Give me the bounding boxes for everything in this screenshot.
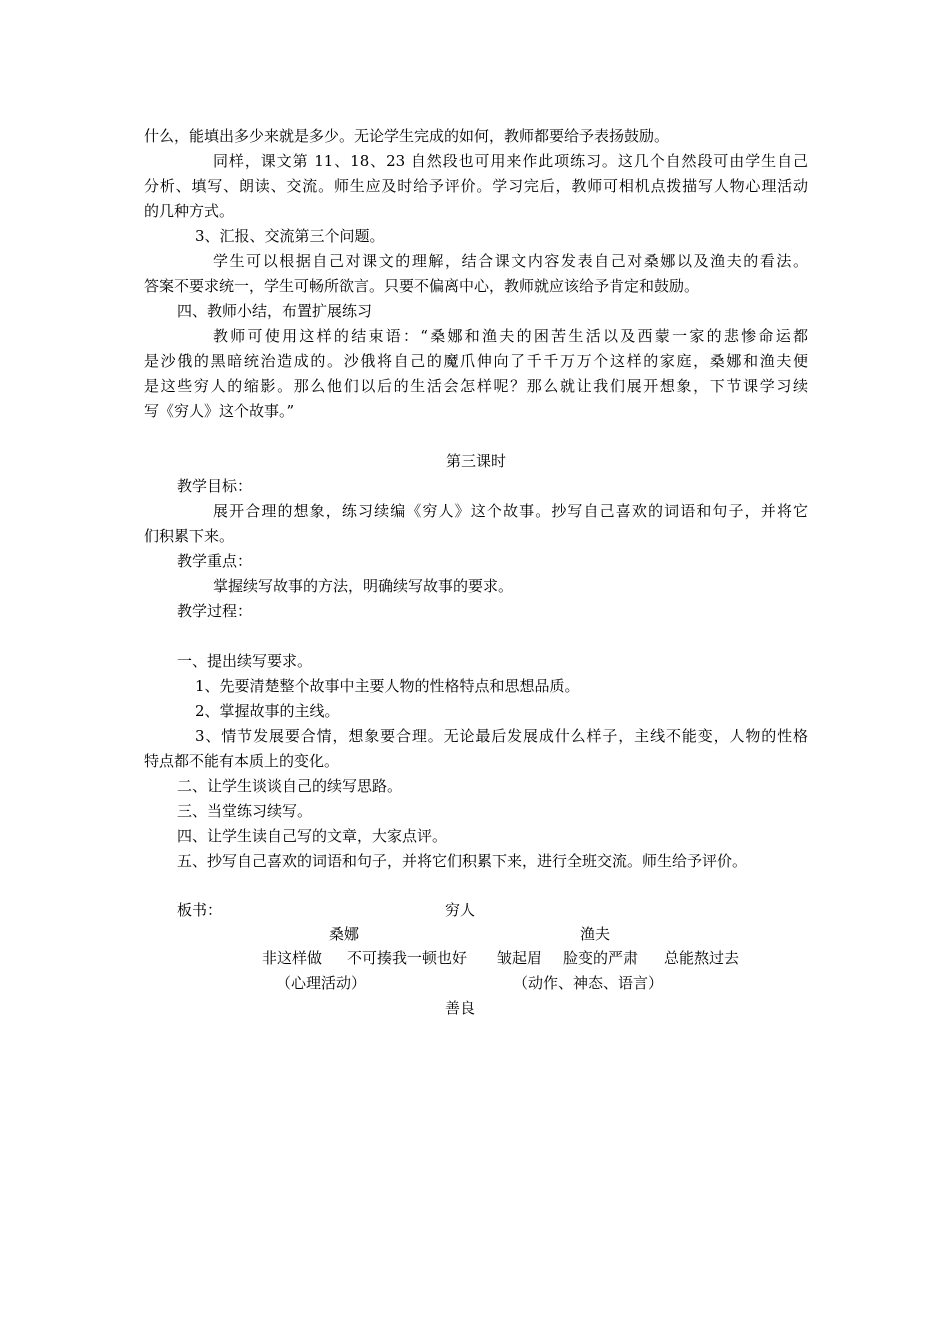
step-item: 2、掌握故事的主线。 [195, 702, 340, 720]
board-phrase: 脸变的严肃 [563, 949, 639, 967]
paragraph-line: 答案不要求统一，学生可畅所欲言。只要不偏离中心，教师就应该给予肯定和鼓励。 [144, 277, 700, 295]
paragraph-line: 是这些穷人的缩影。那么他们以后的生活会怎样呢？那么就让我们展开想象，下节课学习续 [144, 377, 808, 395]
process-label: 教学过程： [177, 602, 253, 620]
paragraph-line: 教师可使用这样的结束语：“桑娜和渔夫的困苦生活以及西蒙一家的悲惨命运都 [213, 327, 808, 345]
board-phrase: 非这样做 [262, 949, 323, 967]
board-note-left: （心理活动） [276, 974, 367, 992]
step-item: 1、先要清楚整个故事中主要人物的性格特点和思想品质。 [195, 677, 580, 695]
step-item: 一、提出续写要求。 [177, 652, 313, 670]
paragraph-line: 学生可以根据自己对课文的理解，结合课文内容发表自己对桑娜以及渔夫的看法。 [213, 252, 808, 270]
focus-label: 教学重点： [177, 552, 253, 570]
board-conclusion: 善良 [445, 999, 476, 1017]
paragraph-line: 写《穷人》这个故事。” [144, 402, 295, 420]
goal-text: 们积累下来。 [144, 527, 235, 545]
step-item: 二、让学生谈谈自己的续写思路。 [177, 777, 403, 795]
step-item: 特点都不能有本质上的变化。 [144, 752, 340, 770]
paragraph-line: 分析、填写、朗读、交流。师生应及时给予评价。学习完后，教师可相机点拨描写人物心理活动 [144, 177, 808, 195]
lesson-title: 第三课时 [445, 452, 506, 470]
board-note-right: （动作、神态、语言） [513, 974, 664, 992]
step-item: 四、让学生读自己写的文章，大家点评。 [177, 827, 448, 845]
board-character-right: 渔夫 [580, 925, 611, 943]
board-phrase: 皱起眉 [497, 949, 543, 967]
step-item: 五、抄写自己喜欢的词语和句子，并将它们积累下来，进行全班交流。师生给予评价。 [177, 852, 748, 870]
paragraph-line: 同样，课文第 11、18、23 自然段也可用来作此项练习。这几个自然段可由学生自己 [213, 152, 808, 170]
paragraph-line: 的几种方式。 [144, 202, 235, 220]
paragraph-line: 是沙俄的黑暗统治造成的。沙俄将自己的魔爪伸向了千千万万个这样的家庭，桑娜和渔夫便 [144, 352, 808, 370]
section-heading: 四、教师小结，布置扩展练习 [177, 302, 373, 320]
focus-text: 掌握续写故事的方法，明确续写故事的要求。 [213, 577, 514, 595]
board-phrase: 不可揍我一顿也好 [347, 949, 468, 967]
board-phrase: 总能熬过去 [664, 949, 740, 967]
paragraph-line: 什么，能填出多少来就是多少。无论学生完成的如何，教师都要给予表扬鼓励。 [144, 127, 670, 145]
goal-text: 展开合理的想象，练习续编《穷人》这个故事。抄写自己喜欢的词语和句子，并将它 [213, 502, 808, 520]
board-title: 穷人 [445, 901, 476, 919]
section-heading: 3、汇报、交流第三个问题。 [195, 227, 385, 245]
goal-label: 教学目标： [177, 477, 253, 495]
board-label: 板书： [177, 901, 223, 919]
step-item: 三、当堂练习续写。 [177, 802, 313, 820]
board-character-left: 桑娜 [329, 925, 360, 943]
step-item: 3、情节发展要合情，想象要合理。无论最后发展成什么样子，主线不能变，人物的性格 [195, 727, 808, 745]
